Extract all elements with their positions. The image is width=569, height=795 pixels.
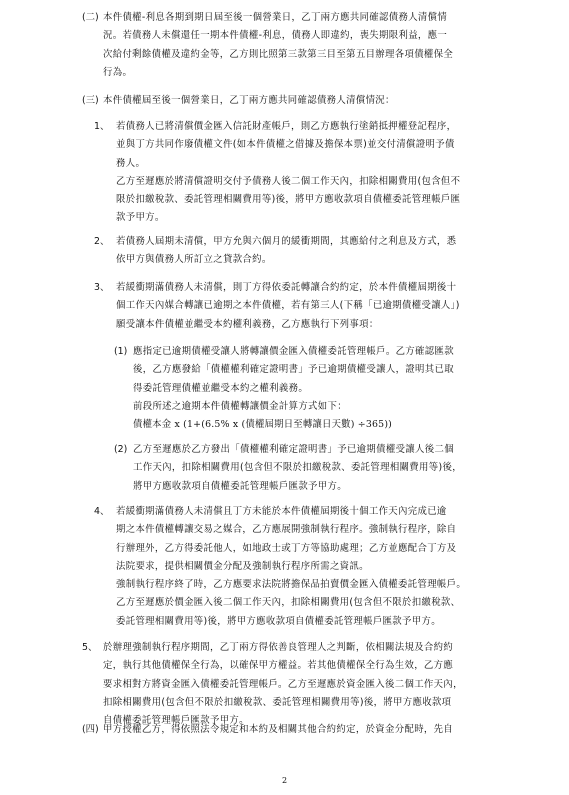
- list-marker: (四): [82, 724, 99, 735]
- text-line: 次給付剩餘債權及違約金等，乙方則比照第三款第三目至第五目辦理各項債權保全: [103, 48, 454, 60]
- text-line: 本件債權屆至後一個營業日，乙丁兩方應共同確認債務人清償情況：: [103, 95, 395, 106]
- text-line: 應指定已逾期債權受讓人將轉讓價金匯入債權委託管理帳戶。乙方確認匯款: [133, 346, 454, 357]
- text-line: 本件債權-利息各期到期日屆至後一個營業日，乙丁兩方應共同確認債務人清償情: [103, 12, 448, 23]
- text-line: 委託管理相關費用等)後，將甲方應收款項自債權委託管理帳戶匯款予甲方。: [116, 615, 441, 627]
- list-marker: 5、: [82, 642, 98, 653]
- list-marker: (三): [82, 95, 99, 106]
- text-line: 乙方至遲應於將清償證明交付予債務人後二個工作天內，扣除相關費用(包含但不: [116, 175, 461, 187]
- paragraph-item-3-1: [116, 118, 460, 228]
- paragraph-item-3-3-2: [133, 441, 462, 496]
- text-line: 扣除相關費用(包含但不限於扣繳稅款、委託管理相關費用等)後，將甲方應收款項: [103, 696, 452, 708]
- text-line: 行辦理外，乙方得委託他人，如地政士或丁方等協助處理；乙方並應配合丁方及: [116, 542, 457, 554]
- text-line: 並與丁方共同作廢債權文件(如本件債權之借據及擔保本票)並交付清償證明予債: [116, 139, 455, 151]
- page-number: 2: [281, 776, 288, 785]
- text-line: 甲方授權乙方，得依照法令規定和本約及相關其他合約約定，於資金分配時，先自: [103, 724, 454, 735]
- text-line: 得委託管理債權並繼受本約之權利義務。: [133, 382, 309, 394]
- paragraph-item-3-3-1: [133, 343, 454, 416]
- list-marker: 2、: [94, 236, 110, 247]
- text-line: 自債權委託管理帳戶匯款予甲方。: [103, 715, 249, 727]
- text-line: 況。若債務人未償還任一期本件債權-利息，債務人即違約，喪失期限利益，應一: [103, 30, 448, 42]
- text-line: 限於扣繳稅款、委託管理相關費用等)後，將甲方應收款項自債權委託管理帳戶匯: [116, 194, 461, 206]
- text-line: 依甲方與債務人所訂立之貸款合約。: [116, 254, 272, 266]
- text-line: 若緩衝期滿債務人未清償，則丁方得依委託轉讓合約約定，於本件債權屆期後十: [116, 282, 457, 293]
- formula-line: 債權本金 x (1+(6.5% x (債權屆期日至轉讓日天數) ÷365)): [133, 419, 393, 430]
- text-line: 工作天內，扣除相關費用(包含但不限於扣繳稅款、委託管理相關費用等)後，: [133, 462, 462, 474]
- text-line: 若緩衝期滿債務人未清償且丁方未能於本件債權屆期後十個工作天內完成已逾: [116, 506, 447, 517]
- text-line: 將甲方應收款項自債權委託管理帳戶匯款予甲方。: [133, 480, 347, 492]
- text-line: 乙方至遲應於價金匯入後二個工作天內，扣除相關費用(包含但不限於扣繳稅款、: [116, 597, 461, 609]
- paragraph-item-3-4: [116, 503, 466, 631]
- text-line: 前段所述之逾期本件債權轉讓價金計算方式如下：: [133, 400, 347, 412]
- list-marker: 3、: [94, 282, 110, 293]
- text-line: 願受讓本件債權並繼受本約權利義務，乙方應執行下列事項：: [116, 318, 379, 330]
- paragraph-section-2: [103, 9, 453, 82]
- list-marker: 1、: [94, 121, 110, 132]
- text-line: 若債務人已將清償價金匯入信託財產帳戶，則乙方應執行塗銷抵押權登記程序，: [116, 121, 457, 132]
- text-line: 期之本件債權轉讓交易之媒合，乙方應展開強制執行程序。強制執行程序，除自: [116, 524, 457, 536]
- text-line: 個工作天內媒合轉讓已逾期之本件債權，若有第三人(下稱「已逾期債權受讓人」): [116, 300, 460, 312]
- text-line: 若債務人屆期未清償，甲方允與六個月的緩衝期間，其應給付之利息及方式，悉: [116, 236, 457, 247]
- paragraph-section-4: [103, 721, 453, 739]
- text-line: 法院要求，提供相關價金分配及強制執行程序所需之資訊。: [116, 560, 369, 572]
- text-line: 強制執行程序終了時，乙方應要求法院將擔保品拍賣價金匯入債權委託管理帳戶。: [116, 579, 467, 591]
- paragraph-section-3: [103, 92, 395, 110]
- paragraph-formula: [133, 416, 392, 434]
- text-line: 後，乙方應發給「債權權利確定證明書」予已逾期債權受讓人，證明其已取: [133, 364, 454, 376]
- list-marker: (2): [114, 444, 128, 455]
- text-line: 乙方至遲應於乙方發出「債權權利確定證明書」予已逾期債權受讓人後二個: [133, 444, 454, 455]
- text-line: 於辦理強制執行程序期間，乙丁兩方得依善良管理人之判斷，依相關法規及合約約: [103, 642, 454, 653]
- paragraph-item-3-3: [116, 279, 460, 334]
- text-line: 款予甲方。: [116, 212, 165, 224]
- list-marker: 4、: [94, 506, 110, 517]
- paragraph-item-3-2: [116, 233, 456, 270]
- text-line: 務人。: [116, 157, 146, 169]
- text-line: 行為。: [103, 66, 133, 78]
- list-marker: (1): [114, 346, 128, 357]
- text-line: 定，執行其他債權保全行為，以確保甲方權益。若其他債權保全行為生效，乙方應: [103, 660, 454, 672]
- paragraph-item-3-5: [103, 639, 463, 730]
- text-line: 要求相對方將資金匯入債權委託管理帳戶。乙方至遲應於資金匯入後二個工作天內，: [103, 678, 463, 690]
- list-marker: (二): [82, 12, 99, 23]
